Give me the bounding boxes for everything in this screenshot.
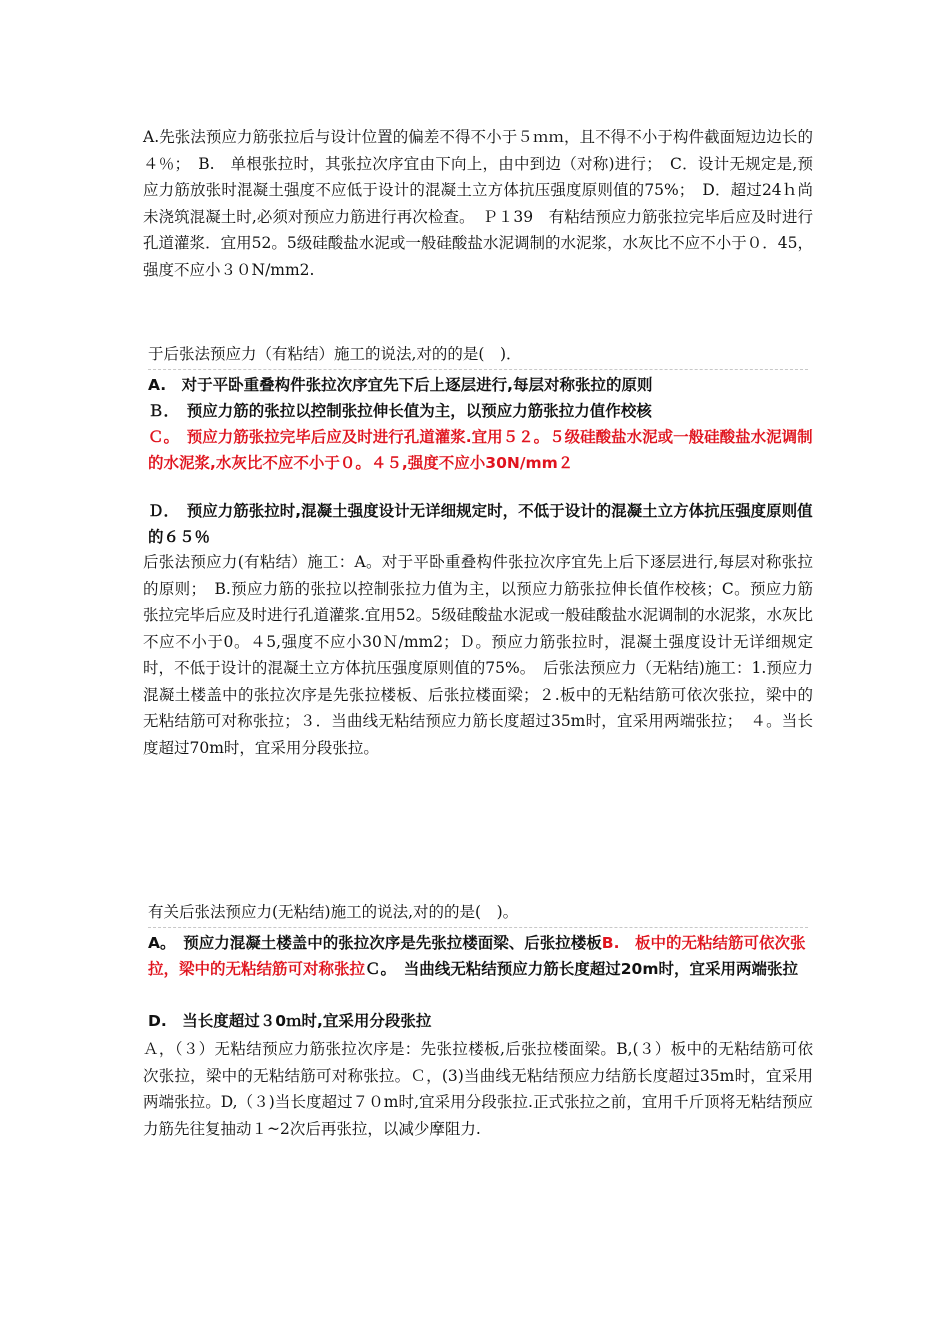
paragraph-pretension-notes: A.先张法预应力筋张拉后与设计位置的偏差不得不小于５ｍｍ，且不得不小于构件截面短边边长的４％； B. 单根张拉时，其张拉次序宜由下向上，由中到边（对称)进行； C．设计无规定是,预应力筋放张时混凝土强度不应低于设计的混凝土立方体抗压强度原则值的75%； D．超过24ｈ尚未浇筑混凝土时,必须对预应力筋进行再次检查。 Ｐ１39 有粘结预应力筋张拉完毕后应及时进行孔道灌浆．宜用52。5级硅酸盐水泥或一般硅酸盐水泥调制的水泥浆，水灰比不应不小于０．45，强度不应小３０N/mm2. (143, 128, 813, 279)
question-1-option-a: A. 对于平卧重叠构件张拉次序宜先下后上逐层进行,每层对称张拉的原则 (148, 376, 653, 394)
explanation-1: 后张法预应力(有粘结）施工：A。对于平卧重叠构件张拉次序宜先上后下逐层进行,每层对称张拉的原则； B.预应力筋的张拉以控制张拉力值为主，以预应力筋张拉伸长值作校核；C。预应力筋张拉完毕后应及时进行孔道灌浆.宜用52。5级硅酸盐水泥或一般硅酸盐水泥调制的水泥浆，水灰比不应不小于0。４5,强度不应小30Ｎ/mm2；Ｄ。预应力筋张拉时，混凝土强度设计无详细规定时，不低于设计的混凝土立方体抗压强度原则值的75%。 后张法预应力（无粘结)施工：1.预应力混凝土楼盖中的张拉次序是先张拉楼板、后张拉楼面梁；２.板中的无粘结筋可依次张拉，梁中的无粘结筋可对称张拉；３．当曲线无粘结预应力筋长度超过35m时，宜采用两端张拉； ４。当长度超过70m时，宜采用分段张拉。 (143, 553, 814, 757)
question-2-option-d: D. 当长度超过３0ｍ时,宜采用分段张拉 (148, 1012, 432, 1030)
question-1-option-d: Ｄ． 预应力筋张拉时,混凝土强度设计无详细规定时，不低于设计的混凝土立方体抗压强度原则值的６５％ (148, 502, 813, 546)
dashed-divider (148, 927, 808, 928)
question-2-stem: 有关后张法预应力(无粘结)施工的说法,对的的是( )。 (148, 903, 519, 921)
question-2-option-c: Ｃ。 当曲线无粘结预应力筋长度超过20m时，宜采用两端张拉 (365, 960, 798, 978)
question-1-option-c-answer: Ｃ。 预应力筋张拉完毕后应及时进行孔道灌浆.宜用５２。５级硅酸盐水泥或一般硅酸盐水泥调制的水泥浆,水灰比不应不小于０。４５,强度不应小30N/mm２ (148, 428, 813, 472)
question-2-option-b-answer: B. 板中的无粘结筋可依次张拉，梁中的无粘结筋可对称张拉 (148, 934, 806, 978)
question-1-option-b: Ｂ． 预应力筋的张拉以控制张拉伸长值为主，以预应力筋张拉力值作校核 (148, 402, 652, 420)
explanation-2: Ａ，（３）无粘结预应力筋张拉次序是：先张拉楼板,后张拉楼面梁。B,(３）板中的无粘结筋可依次张拉，梁中的无粘结筋可对称张拉。Ｃ，(3)当曲线无粘结预应力结筋长度超过35m时，宜采用两端张拉。D,（３)当长度超过７０m时,宜采用分段张拉.正式张拉之前，宜用千斤顶将无粘结预应力筋先往复抽动１~2次后再张拉，以减少摩阻力. (143, 1040, 813, 1138)
question-2-option-a: A。 预应力混凝土楼盖中的张拉次序是先张拉楼面梁、后张拉楼板 (148, 934, 602, 952)
dashed-divider (148, 369, 808, 370)
question-2-options (148, 930, 813, 982)
question-1-stem: 于后张法预应力（有粘结）施工的说法,对的的是( )． (148, 345, 522, 363)
